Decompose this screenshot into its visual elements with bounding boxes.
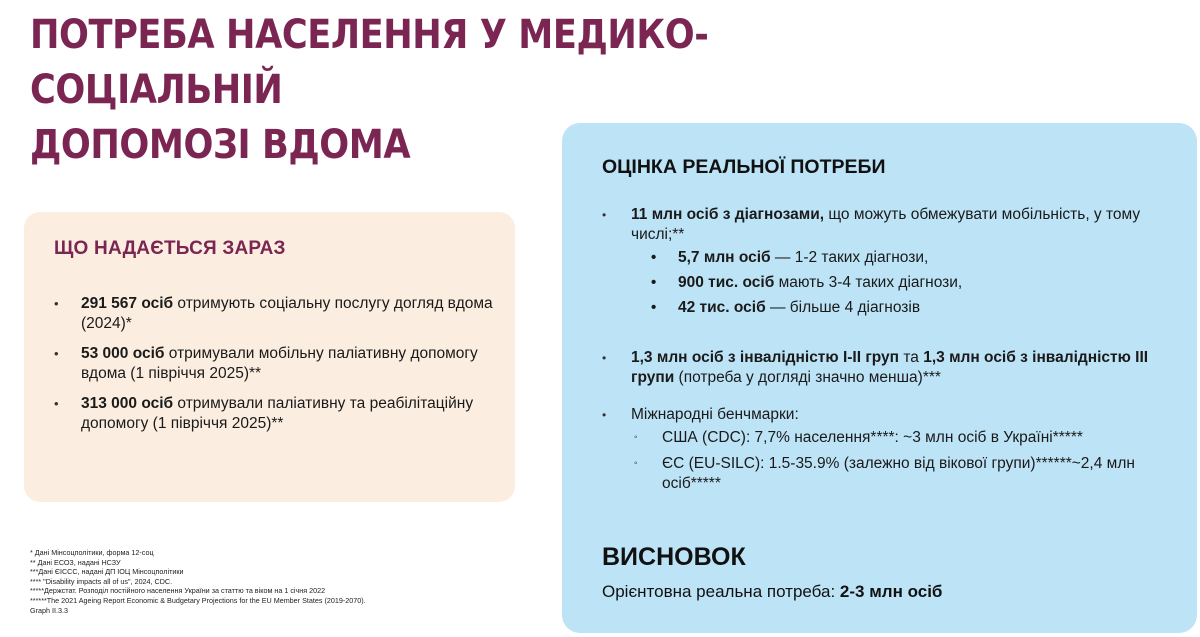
item-text: отримували мобільну паліативну допомогу вдома (1 півріччя 2025)** bbox=[81, 345, 478, 382]
item-value: 313 000 осіб bbox=[81, 395, 174, 412]
sub-item-text: ЄС (EU-SILC): 1.5-35.9% (залежно від вікової групи)******~2,4 млн осіб***** bbox=[662, 455, 1135, 492]
item-value: 53 000 осіб bbox=[81, 345, 165, 362]
diagnoses-sublist bbox=[631, 248, 1172, 318]
bullet-icon: • bbox=[651, 299, 657, 316]
bullet-icon: • bbox=[602, 208, 607, 222]
item-text: отримують соціальну послугу догляд вдома (2024)* bbox=[81, 295, 493, 332]
bullet-icon: • bbox=[602, 408, 607, 422]
footnote: * Дані Мінсоцполітики, форма 12-соц bbox=[30, 548, 154, 557]
list-item bbox=[602, 205, 1172, 318]
conclusion-text bbox=[602, 582, 942, 602]
sub-item-text: США (CDC): 7,7% населення****: ~3 млн осіб в Україні***** bbox=[662, 429, 1083, 446]
footnote: ******The 2021 Ageing Report Economic & Budgetary Projections for the EU Member States (2019-2070). bbox=[30, 595, 366, 605]
bullet-icon: • bbox=[54, 396, 59, 411]
bullet-icon: • bbox=[602, 351, 607, 365]
conclusion-heading: ВИСНОВОК bbox=[602, 543, 746, 571]
sub-item-text: — більше 4 діагнозів bbox=[765, 299, 921, 316]
bullet-icon: • bbox=[54, 346, 59, 361]
sub-item-value: 42 тис. осіб bbox=[678, 299, 766, 316]
circle-bullet-icon: ◦ bbox=[634, 432, 638, 443]
bullet-icon: • bbox=[54, 296, 59, 311]
real-need-card bbox=[562, 123, 1197, 633]
bullet-icon: • bbox=[651, 249, 657, 266]
sub-item bbox=[631, 428, 1172, 448]
conclusion-label: Орієнтовна реальна потреба: bbox=[602, 582, 840, 601]
sub-item bbox=[631, 273, 1172, 293]
sub-item bbox=[631, 248, 1172, 268]
list-item bbox=[54, 294, 504, 334]
circle-bullet-icon: ◦ bbox=[634, 458, 638, 469]
current-services-list bbox=[54, 294, 504, 444]
item-connector: та bbox=[899, 349, 924, 366]
footnote: ** Дані ЕСОЗ, надані НСЗУ bbox=[30, 557, 121, 567]
title-line-1: ПОТРЕБА НАСЕЛЕННЯ У МЕДИКО-СОЦІАЛЬНІЙ bbox=[30, 12, 709, 113]
item-text: отримували паліативну та реабілітаційну допомогу (1 півріччя 2025)** bbox=[81, 395, 474, 432]
footnote: **** "Disability impacts all of us", 2024, CDC. bbox=[30, 576, 173, 586]
list-item bbox=[602, 348, 1172, 388]
item-text: (потреба у догляді значно менша)*** bbox=[674, 369, 941, 386]
real-need-list bbox=[602, 205, 1172, 500]
list-item bbox=[54, 344, 504, 384]
sub-item-value: 900 тис. осіб bbox=[678, 274, 775, 291]
real-need-heading: ОЦІНКА РЕАЛЬНОЇ ПОТРЕБИ bbox=[602, 156, 886, 178]
item-value: 1,3 млн осіб з інвалідністю I-II груп bbox=[631, 349, 900, 366]
sub-item bbox=[631, 298, 1172, 318]
footnote: *****Держстат. Розподіл постійного населення України за статтю та віком на 1 січня 2022 bbox=[30, 586, 326, 596]
footnote: Graph II.3.3 bbox=[30, 605, 68, 615]
item-text: що можуть обмежувати мобільність, у тому числі;** bbox=[631, 206, 1141, 243]
item-value: 11 млн осіб з діагнозами, bbox=[631, 206, 825, 223]
list-item bbox=[54, 394, 504, 434]
sub-item-text: — 1-2 таких діагнози, bbox=[770, 249, 929, 266]
footnote: ***Дані ЄІССС, надані ДП ІОЦ Мінсоцполітики bbox=[30, 567, 184, 577]
current-services-card bbox=[24, 212, 515, 502]
bullet-icon: • bbox=[651, 274, 657, 291]
current-services-heading: ЩО НАДАЄТЬСЯ ЗАРАЗ bbox=[54, 238, 286, 259]
sub-item-text: мають 3-4 таких діагнози, bbox=[774, 274, 963, 291]
list-item bbox=[602, 405, 1172, 494]
conclusion-value: 2-3 млн осіб bbox=[839, 582, 943, 601]
sub-item bbox=[631, 454, 1172, 494]
item-value-2: 1,3 млн осіб з інвалідністю III групи bbox=[631, 349, 1149, 386]
footnotes bbox=[30, 548, 500, 615]
item-text: Міжнародні бенчмарки: bbox=[631, 406, 799, 423]
title-line-2: ДОПОМОЗІ ВДОМА bbox=[30, 122, 411, 168]
item-value: 291 567 осіб bbox=[81, 295, 174, 312]
benchmarks-sublist bbox=[631, 428, 1172, 494]
sub-item-value: 5,7 млн осіб bbox=[678, 249, 771, 266]
